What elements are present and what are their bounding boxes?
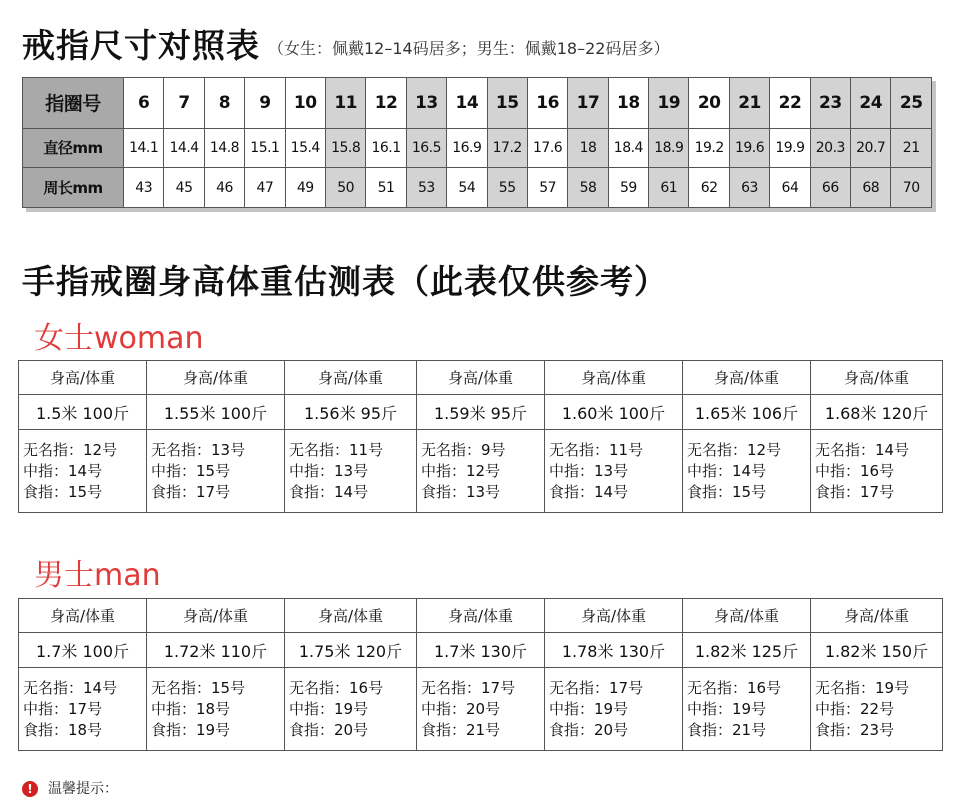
- estimate-header-row: [19, 599, 943, 633]
- estimate-finger-row: [19, 430, 943, 513]
- finger-size-line: 食指：20号: [289, 720, 369, 739]
- ring-cell: 16.9: [447, 128, 487, 168]
- ring-cell: 22: [770, 78, 810, 129]
- height-weight-value: 1.75米 120斤: [285, 633, 417, 668]
- ring-cell: 15.4: [285, 128, 325, 168]
- finger-size-cell: [417, 668, 545, 751]
- finger-size-line: 无名指：13号: [151, 440, 246, 459]
- ring-table-row: [23, 128, 932, 168]
- finger-size-line: 食指：15号: [687, 482, 767, 501]
- finger-size-line: 食指：21号: [421, 720, 501, 739]
- height-weight-value: 1.82米 150斤: [811, 633, 943, 668]
- ring-cell: 68: [851, 168, 891, 208]
- height-weight-value: 1.78米 130斤: [545, 633, 683, 668]
- ring-table-row: [23, 168, 932, 208]
- ring-cell: 16: [527, 78, 567, 129]
- ring-cell: 15.1: [245, 128, 285, 168]
- height-weight-label: 身高/体重: [285, 361, 417, 395]
- height-weight-label: 身高/体重: [19, 361, 147, 395]
- ring-cell: 15.8: [325, 128, 365, 168]
- ring-cell: 50: [325, 168, 365, 208]
- finger-size-cell: [147, 430, 285, 513]
- men-heading: 男士man: [34, 558, 161, 593]
- finger-size-line: 无名指：17号: [421, 678, 516, 697]
- ring-cell: 58: [568, 168, 608, 208]
- finger-size-cell: [19, 430, 147, 513]
- finger-size-cell: [811, 430, 943, 513]
- estimate-header-row: [19, 361, 943, 395]
- height-weight-label: 身高/体重: [417, 361, 545, 395]
- ring-cell: 66: [810, 168, 850, 208]
- finger-size-cell: [683, 668, 811, 751]
- height-weight-value: 1.82米 125斤: [683, 633, 811, 668]
- height-weight-label: 身高/体重: [417, 599, 545, 633]
- height-weight-value: 1.65米 106斤: [683, 395, 811, 430]
- ring-cell: 51: [366, 168, 406, 208]
- finger-size-line: 无名指：16号: [289, 678, 384, 697]
- height-weight-value: 1.7米 100斤: [19, 633, 147, 668]
- ring-cell: 20.3: [810, 128, 850, 168]
- men-estimate-table: [18, 598, 943, 751]
- ring-cell: 19.2: [689, 128, 729, 168]
- women-heading: 女士woman: [34, 321, 204, 356]
- ring-row-label: 指圈号: [23, 78, 124, 129]
- estimate-finger-row: [19, 668, 943, 751]
- finger-size-line: 食指：19号: [151, 720, 231, 739]
- ring-cell: 20: [689, 78, 729, 129]
- ring-cell: 17: [568, 78, 608, 129]
- finger-size-line: 无名指：11号: [549, 440, 644, 459]
- finger-size-line: 中指：13号: [549, 461, 629, 480]
- finger-size-cell: [19, 668, 147, 751]
- finger-size-line: 中指：15号: [151, 461, 231, 480]
- finger-size-cell: [285, 668, 417, 751]
- ring-cell: 18: [568, 128, 608, 168]
- ring-cell: 14.8: [204, 128, 244, 168]
- finger-size-line: 食指：17号: [151, 482, 231, 501]
- ring-cell: 49: [285, 168, 325, 208]
- finger-size-line: 无名指：12号: [687, 440, 782, 459]
- ring-cell: 46: [204, 168, 244, 208]
- finger-size-line: 无名指：11号: [289, 440, 384, 459]
- ring-cell: 45: [164, 168, 204, 208]
- ring-cell: 11: [325, 78, 365, 129]
- finger-size-line: 中指：13号: [289, 461, 369, 480]
- height-weight-label: 身高/体重: [811, 599, 943, 633]
- ring-cell: 21: [729, 78, 769, 129]
- ring-cell: 57: [527, 168, 567, 208]
- height-weight-value: 1.56米 95斤: [285, 395, 417, 430]
- ring-cell: 61: [649, 168, 689, 208]
- ring-cell: 17.2: [487, 128, 527, 168]
- height-weight-label: 身高/体重: [683, 599, 811, 633]
- finger-size-line: 中指：14号: [687, 461, 767, 480]
- ring-cell: 20.7: [851, 128, 891, 168]
- ring-cell: 14: [447, 78, 487, 129]
- ring-cell: 63: [729, 168, 769, 208]
- finger-size-line: 中指：20号: [421, 699, 501, 718]
- finger-size-cell: [285, 430, 417, 513]
- women-estimate-table: [18, 360, 943, 513]
- ring-table-row: [23, 78, 932, 129]
- finger-size-cell: [545, 430, 683, 513]
- finger-size-line: 食指：14号: [289, 482, 369, 501]
- ring-cell: 18.9: [649, 128, 689, 168]
- finger-size-line: 无名指：12号: [23, 440, 118, 459]
- finger-size-line: 无名指：17号: [549, 678, 644, 697]
- ring-cell: 54: [447, 168, 487, 208]
- finger-size-line: 食指：23号: [815, 720, 895, 739]
- finger-size-cell: [683, 430, 811, 513]
- ring-cell: 8: [204, 78, 244, 129]
- ring-cell: 19.6: [729, 128, 769, 168]
- ring-cell: 17.6: [527, 128, 567, 168]
- ring-cell: 55: [487, 168, 527, 208]
- finger-size-line: 食指：20号: [549, 720, 629, 739]
- finger-size-line: 中指：19号: [549, 699, 629, 718]
- ring-size-table: [22, 77, 932, 208]
- ring-cell: 18.4: [608, 128, 648, 168]
- ring-size-title-block: [22, 20, 669, 67]
- ring-cell: 23: [810, 78, 850, 129]
- ring-cell: 24: [851, 78, 891, 129]
- height-weight-label: 身高/体重: [147, 599, 285, 633]
- estimate-height-weight-row: [19, 633, 943, 668]
- height-weight-label: 身高/体重: [811, 361, 943, 395]
- ring-cell: 19.9: [770, 128, 810, 168]
- ring-cell: 6: [124, 78, 164, 129]
- finger-size-cell: [545, 668, 683, 751]
- finger-size-line: 中指：19号: [289, 699, 369, 718]
- finger-size-line: 食指：13号: [421, 482, 501, 501]
- finger-size-cell: [811, 668, 943, 751]
- ring-row-label: 周长mm: [23, 168, 124, 208]
- finger-size-line: 食指：15号: [23, 482, 103, 501]
- height-weight-label: 身高/体重: [147, 361, 285, 395]
- finger-size-line: 无名指：16号: [687, 678, 782, 697]
- ring-cell: 14.4: [164, 128, 204, 168]
- footer-text: 温馨提示：: [48, 781, 118, 797]
- ring-cell: 59: [608, 168, 648, 208]
- ring-cell: 43: [124, 168, 164, 208]
- height-weight-value: 1.55米 100斤: [147, 395, 285, 430]
- ring-cell: 53: [406, 168, 446, 208]
- finger-size-line: 无名指：15号: [151, 678, 246, 697]
- height-weight-label: 身高/体重: [19, 599, 147, 633]
- finger-size-cell: [147, 668, 285, 751]
- ring-cell: 25: [891, 78, 932, 129]
- ring-cell: 15: [487, 78, 527, 129]
- ring-cell: 10: [285, 78, 325, 129]
- finger-size-line: 食指：21号: [687, 720, 767, 739]
- height-weight-label: 身高/体重: [285, 599, 417, 633]
- ring-cell: 13: [406, 78, 446, 129]
- ring-cell: 7: [164, 78, 204, 129]
- ring-cell: 19: [649, 78, 689, 129]
- ring-cell: 18: [608, 78, 648, 129]
- height-weight-value: 1.5米 100斤: [19, 395, 147, 430]
- finger-size-line: 无名指：19号: [815, 678, 910, 697]
- ring-cell: 64: [770, 168, 810, 208]
- ring-size-note: （女生：佩戴12–14码居多；男生：佩戴18–22码居多）: [268, 39, 670, 58]
- ring-size-title: 戒指尺寸对照表: [22, 26, 260, 65]
- estimate-height-weight-row: [19, 395, 943, 430]
- height-weight-label: 身高/体重: [683, 361, 811, 395]
- ring-cell: 14.1: [124, 128, 164, 168]
- ring-cell: 9: [245, 78, 285, 129]
- finger-size-line: 中指：22号: [815, 699, 895, 718]
- finger-size-line: 中指：17号: [23, 699, 103, 718]
- finger-size-line: 食指：17号: [815, 482, 895, 501]
- ring-cell: 16.1: [366, 128, 406, 168]
- height-weight-value: 1.72米 110斤: [147, 633, 285, 668]
- ring-cell: 12: [366, 78, 406, 129]
- finger-size-line: 无名指：14号: [815, 440, 910, 459]
- ring-cell: 62: [689, 168, 729, 208]
- ring-row-label: 直径mm: [23, 128, 124, 168]
- height-weight-value: 1.68米 120斤: [811, 395, 943, 430]
- finger-size-line: 中指：19号: [687, 699, 767, 718]
- finger-size-line: 中指：14号: [23, 461, 103, 480]
- finger-size-line: 中指：12号: [421, 461, 501, 480]
- finger-size-line: 无名指：14号: [23, 678, 118, 697]
- height-weight-value: 1.59米 95斤: [417, 395, 545, 430]
- finger-size-line: 中指：18号: [151, 699, 231, 718]
- ring-cell: 21: [891, 128, 932, 168]
- ring-cell: 70: [891, 168, 932, 208]
- height-weight-value: 1.60米 100斤: [545, 395, 683, 430]
- height-weight-value: 1.7米 130斤: [417, 633, 545, 668]
- finger-size-line: 无名指：9号: [421, 440, 506, 459]
- ring-cell: 47: [245, 168, 285, 208]
- estimate-title: 手指戒圈身高体重估测表（此表仅供参考）: [22, 262, 668, 301]
- ring-cell: 16.5: [406, 128, 446, 168]
- finger-size-line: 中指：16号: [815, 461, 895, 480]
- height-weight-label: 身高/体重: [545, 361, 683, 395]
- finger-size-cell: [417, 430, 545, 513]
- alert-icon: !: [22, 781, 38, 797]
- finger-size-line: 食指：18号: [23, 720, 103, 739]
- height-weight-label: 身高/体重: [545, 599, 683, 633]
- footer-note: [22, 778, 118, 798]
- finger-size-line: 食指：14号: [549, 482, 629, 501]
